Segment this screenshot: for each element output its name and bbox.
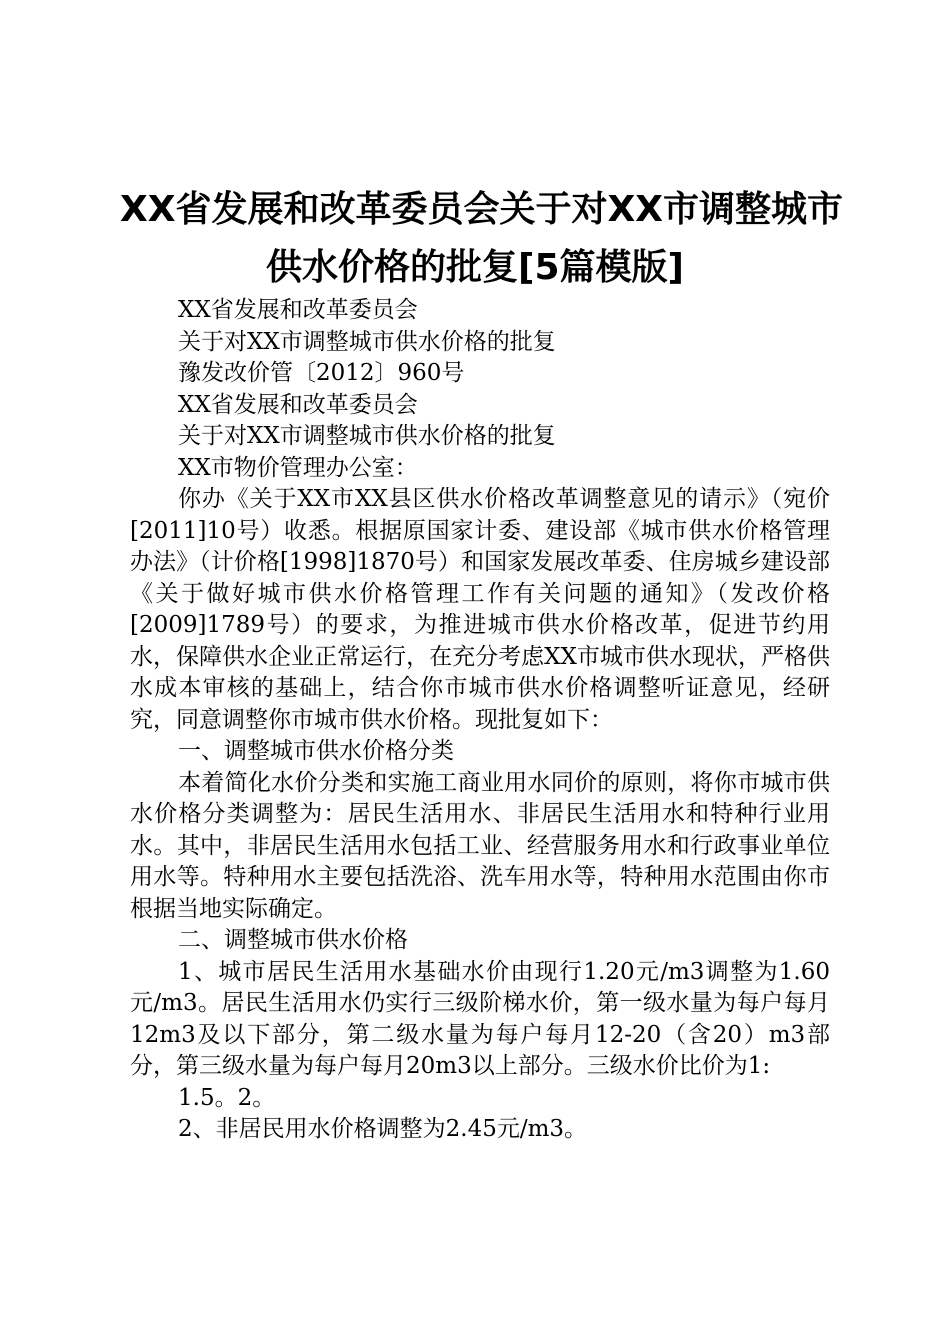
header-line: 豫发改价管〔2012〕960号 — [178, 360, 465, 386]
document-title-line-1: XX省发展和改革委员会关于对XX市调整城市 — [120, 189, 844, 230]
header-line: XX省发展和改革委员会 — [178, 391, 418, 418]
item-2-line: 2、非居民用水价格调整为2.45元/m3。 — [178, 1116, 588, 1142]
header-line: XX市物价管理办公室： — [178, 454, 418, 481]
section-1-paragraph: 本着简化水价分类和实施工商业用水同价的原则，将你市城市供水价格分类调整为：居民生活用水、非居民生活用水和特种行业用水。其中，非居民生活用水包括工业、经营服务用水和行政事业单位用水等。特种用水主要包括洗浴、洗车用水等，特种用水范围由你市根据当地实际确定。 — [130, 769, 830, 922]
ratio-line: 1.5。2。 — [178, 1084, 276, 1111]
header-line: 关于对XX市调整城市供水价格的批复 — [178, 423, 556, 449]
intro-paragraph: 你办《关于XX市XX县区供水价格改革调整意见的请示》（宛价[2011]10号）收悉。根据原国家计委、建设部《城市供水价格管理办法》（计价格[1998]1870号）和国家发展改革委、住房城乡建设部《关于做好城市供水价格管理工作有关问题的通知》（发改价格[2009]1789号）的要求，为推进城市供水价格改革，促进节约用水，保障供水企业正常运行，在充分考虑XX市城市供水现状，严格供水成本审核的基础上，结合你市城市供水价格调整听证意见，经研究，同意调整你市城市供水价格。现批复如下： — [130, 486, 830, 733]
document-title-line-2: 供水价格的批复[5篇模版] — [266, 247, 684, 288]
header-line: XX省发展和改革委员会 — [178, 297, 418, 323]
document-body — [130, 295, 830, 1146]
section-heading-1: 一、调整城市供水价格分类 — [178, 738, 454, 764]
header-line: 关于对XX市调整城市供水价格的批复 — [178, 328, 556, 355]
section-heading-2: 二、调整城市供水价格 — [178, 927, 408, 953]
item-1-paragraph: 1、城市居民生活用水基础水价由现行1.20元/m3调整为1.60元/m3。居民生活用水仍实行三级阶梯水价，第一级水量为每户每月12m3及以下部分，第二级水量为每户每月12-20（含20）m3部分，第三级水量为每户每月20m3以上部分。三级水价比价为1: — [130, 958, 830, 1079]
